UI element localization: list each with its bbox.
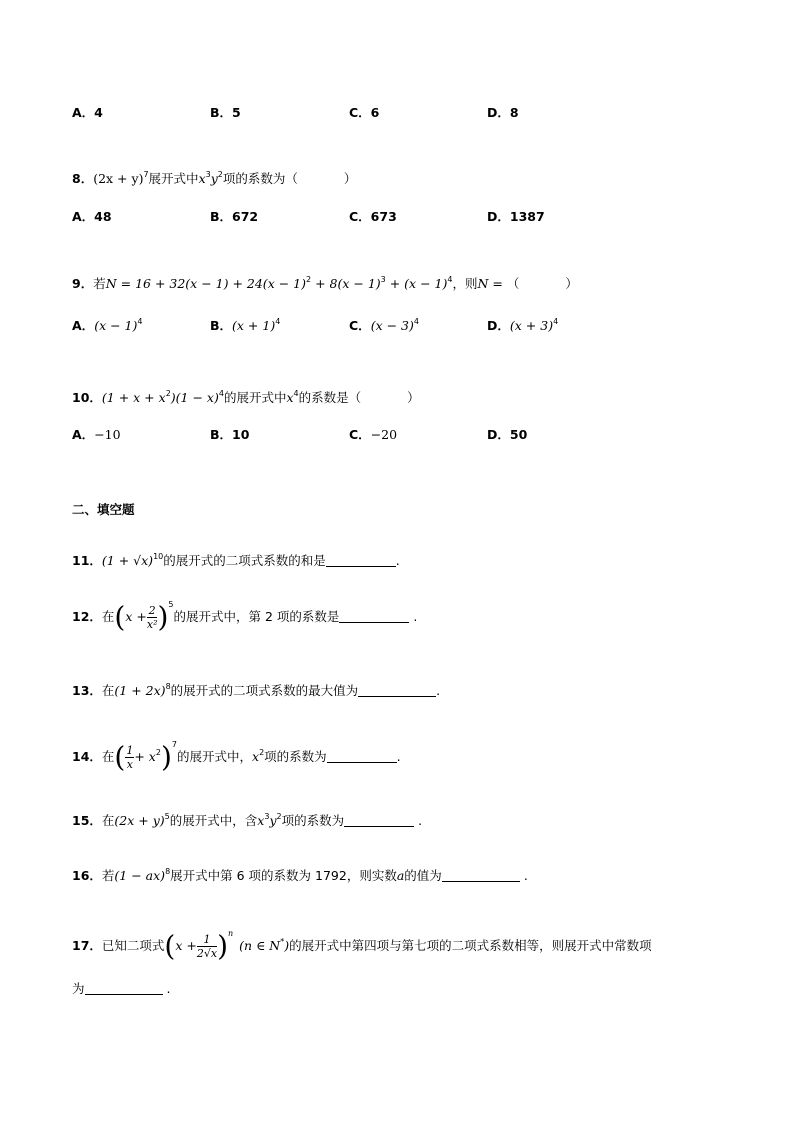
q9-option-d-exp: 4 bbox=[553, 317, 559, 326]
q14-plus-term: + x bbox=[134, 749, 156, 764]
q12-text: 在 bbox=[101, 609, 115, 624]
q9-option-d-label: D． bbox=[487, 318, 510, 333]
q16-expression: (1 − ax) bbox=[114, 868, 166, 883]
q8-option-a: A．48 bbox=[72, 209, 112, 224]
q10-option-d: D．50 bbox=[487, 427, 528, 442]
question-11 bbox=[72, 551, 400, 569]
q9-option-b-label: B． bbox=[210, 318, 233, 333]
q15-term-y-exp: 2 bbox=[276, 812, 282, 821]
q14-right-paren: ) bbox=[160, 740, 172, 774]
q17-exponent: n bbox=[228, 929, 234, 938]
q17-condition-end: ) bbox=[284, 938, 290, 953]
q11-answer-blank[interactable] bbox=[326, 554, 396, 567]
q14-fraction bbox=[125, 744, 134, 771]
q9-option-a-exp: 4 bbox=[137, 317, 143, 326]
q9-eq: = （ bbox=[488, 276, 520, 291]
q11-expression: (1 + √x) bbox=[101, 553, 154, 568]
q13-text: 在 bbox=[101, 683, 115, 698]
q14-left-paren: ( bbox=[114, 740, 126, 774]
q8-options bbox=[72, 207, 672, 227]
q13-answer-blank[interactable] bbox=[358, 684, 436, 697]
q11-text: 的展开式的二项式系数的和是 bbox=[163, 553, 326, 568]
q9-exp-2: 2 bbox=[306, 275, 312, 284]
q14-period: . bbox=[396, 749, 401, 764]
q17-frac-top: 1 bbox=[197, 933, 217, 947]
q17-frac-bottom: 2√x bbox=[196, 947, 218, 960]
q9-option-d-expr: (x + 3) bbox=[509, 318, 554, 333]
q9-close-paren: ） bbox=[565, 276, 578, 291]
q17-text: 已知二项式 bbox=[101, 938, 165, 953]
q9-exp-3: 3 bbox=[380, 275, 386, 284]
q8-expression: (2x + y) bbox=[93, 171, 144, 186]
q9-exp-4: 4 bbox=[447, 275, 453, 284]
q17-number: 17． bbox=[72, 938, 102, 953]
question-12 bbox=[72, 600, 418, 634]
q15-number: 15． bbox=[72, 813, 102, 828]
q10-text-2: 的系数是（ bbox=[298, 390, 362, 405]
q16-a: a bbox=[396, 868, 405, 883]
q10-number: 10． bbox=[72, 390, 102, 405]
question-17-line-2 bbox=[72, 979, 171, 997]
q8-close-paren: ） bbox=[343, 171, 357, 186]
q15-exponent: 5 bbox=[164, 812, 170, 821]
q14-text-3: 项的系数为 bbox=[264, 749, 327, 764]
q10-text: 的展开式中 bbox=[223, 390, 287, 405]
q7-option-d: D．8 bbox=[487, 105, 519, 120]
q15-text-2: 的展开式中，含 bbox=[169, 813, 258, 828]
q10-exp-2: 4 bbox=[218, 389, 224, 398]
q14-exponent: 7 bbox=[171, 740, 177, 749]
q10-exp-1: 2 bbox=[165, 389, 171, 398]
q10-close-paren: ） bbox=[407, 390, 420, 405]
q16-answer-blank[interactable] bbox=[442, 869, 520, 882]
q12-right-paren: ) bbox=[157, 600, 169, 634]
question-10 bbox=[72, 388, 420, 406]
q12-frac-bottom: x² bbox=[146, 618, 158, 631]
q15-term-x-exp: 3 bbox=[264, 812, 270, 821]
q15-answer-blank[interactable] bbox=[344, 814, 414, 827]
q9-option-c bbox=[349, 316, 419, 334]
q14-number: 14． bbox=[72, 749, 102, 764]
q17-text-2: 的展开式中第四项与第七项的二项式系数相等，则展开式中常数项 bbox=[289, 938, 652, 953]
q15-expression: (2x + y) bbox=[114, 813, 165, 828]
q13-text-2: 的展开式的二项式系数的最大值为 bbox=[170, 683, 359, 698]
q8-text-2: 项的系数为（ bbox=[222, 171, 298, 186]
q9-option-b-expr: (x + 1) bbox=[232, 318, 276, 333]
question-16 bbox=[72, 866, 528, 884]
q13-period: . bbox=[436, 683, 441, 698]
q7-options bbox=[72, 103, 672, 123]
q16-text-3: 的值为 bbox=[404, 868, 442, 883]
q17-line2-text: 为 bbox=[72, 981, 85, 996]
q14-x: x bbox=[252, 749, 260, 764]
q10-option-c-label: C． bbox=[349, 427, 371, 442]
q9-options bbox=[72, 316, 672, 336]
q9-expression-2: + 8(x − 1) bbox=[311, 276, 381, 291]
q7-option-a: A．4 bbox=[72, 105, 103, 120]
q9-expression-3: + (x − 1) bbox=[385, 276, 448, 291]
q17-fraction bbox=[197, 933, 217, 960]
q16-exponent: 8 bbox=[165, 867, 171, 876]
q15-text: 在 bbox=[101, 813, 115, 828]
q10-x: x bbox=[286, 390, 294, 405]
q10-option-b: B．10 bbox=[210, 427, 250, 442]
q15-period: . bbox=[418, 813, 423, 828]
q17-period: . bbox=[166, 981, 171, 996]
q10-option-c-value: −20 bbox=[370, 427, 398, 442]
q16-text-2: 展开式中第 6 项的系数为 1792，则实数 bbox=[170, 868, 397, 883]
q14-frac-bottom: x bbox=[126, 758, 133, 771]
q14-answer-blank[interactable] bbox=[327, 750, 397, 763]
q12-exponent: 5 bbox=[168, 600, 174, 609]
q14-frac-top: 1 bbox=[126, 744, 134, 757]
q17-condition-sup: * bbox=[280, 937, 285, 946]
q9-option-c-exp: 4 bbox=[413, 317, 419, 326]
q8-exponent: 7 bbox=[143, 170, 149, 179]
q11-period: . bbox=[395, 553, 400, 568]
q10-expression-2: )(1 − x) bbox=[170, 390, 219, 405]
q7-option-c: C．6 bbox=[349, 105, 380, 120]
q15-term-y: y bbox=[269, 813, 277, 828]
q8-text: 展开式中 bbox=[148, 171, 199, 186]
q16-number: 16． bbox=[72, 868, 102, 883]
q12-x: x + bbox=[125, 609, 147, 624]
q9-option-c-label: C． bbox=[349, 318, 371, 333]
q9-option-a-label: A． bbox=[72, 318, 95, 333]
q9-option-d bbox=[487, 316, 558, 334]
question-9 bbox=[72, 274, 578, 292]
q13-number: 13． bbox=[72, 683, 102, 698]
q13-expression: (1 + 2x) bbox=[114, 683, 166, 698]
q14-plus-exp: 2 bbox=[155, 748, 161, 757]
q17-x: x + bbox=[175, 938, 197, 953]
section-heading: 二、填空题 bbox=[72, 502, 135, 517]
q8-number: 8． bbox=[72, 171, 94, 186]
question-13 bbox=[72, 681, 440, 699]
q14-x-exp: 2 bbox=[259, 748, 265, 757]
q12-answer-blank[interactable] bbox=[339, 610, 409, 623]
q7-option-b: B．5 bbox=[210, 105, 241, 120]
q8-option-b: B．672 bbox=[210, 209, 259, 224]
q9-option-c-expr: (x − 3) bbox=[370, 318, 414, 333]
q16-text: 若 bbox=[101, 868, 115, 883]
q9-number: 9． bbox=[72, 276, 94, 291]
q10-option-a bbox=[72, 425, 121, 443]
q11-exponent: 10 bbox=[153, 552, 164, 561]
q8-term-x-exp: 3 bbox=[205, 170, 211, 179]
q11-number: 11． bbox=[72, 553, 102, 568]
q9-option-b bbox=[210, 316, 280, 334]
q9-option-b-exp: 4 bbox=[275, 317, 281, 326]
q9-expression: N = 16 + 32(x − 1) + 24(x − 1) bbox=[105, 276, 306, 291]
question-14 bbox=[72, 740, 401, 774]
q8-option-d: D．1387 bbox=[487, 209, 545, 224]
q10-option-a-value: −10 bbox=[94, 427, 121, 442]
q8-term-y-exp: 2 bbox=[217, 170, 223, 179]
q17-right-paren: ) bbox=[217, 929, 229, 963]
q9-n: N bbox=[477, 276, 489, 291]
q9-option-a-expr: (x − 1) bbox=[94, 318, 138, 333]
q9-option-a bbox=[72, 316, 142, 334]
q12-text-2: 的展开式中，第 2 项的系数是 bbox=[173, 609, 340, 624]
q12-frac-top: 2 bbox=[148, 604, 156, 617]
q10-option-c bbox=[349, 425, 397, 443]
q17-condition: (n ∈ N bbox=[239, 938, 281, 953]
q12-period: . bbox=[413, 609, 418, 624]
q8-term-y: y bbox=[210, 171, 218, 186]
q9-text: 若 bbox=[93, 276, 106, 291]
q12-left-paren: ( bbox=[114, 600, 126, 634]
q10-option-a-label: A． bbox=[72, 427, 95, 442]
q10-expression: (1 + x + x bbox=[101, 390, 166, 405]
q10-options bbox=[72, 425, 672, 445]
q10-x-exp: 4 bbox=[293, 389, 299, 398]
q8-option-c: C．673 bbox=[349, 209, 397, 224]
q8-term-x: x bbox=[198, 171, 206, 186]
question-17 bbox=[72, 929, 652, 963]
q12-fraction bbox=[147, 604, 158, 631]
q13-exponent: 8 bbox=[165, 682, 171, 691]
q16-period: . bbox=[523, 868, 528, 883]
q17-answer-blank[interactable] bbox=[85, 982, 163, 995]
q15-text-3: 项的系数为 bbox=[281, 813, 345, 828]
q15-term-x: x bbox=[257, 813, 265, 828]
question-15 bbox=[72, 811, 422, 829]
q14-text-2: 的展开式中， bbox=[176, 749, 252, 764]
q14-text: 在 bbox=[101, 749, 115, 764]
question-8 bbox=[72, 169, 356, 187]
q17-left-paren: ( bbox=[164, 929, 176, 963]
q12-number: 12． bbox=[72, 609, 102, 624]
q9-text-2: ，则 bbox=[452, 276, 478, 291]
